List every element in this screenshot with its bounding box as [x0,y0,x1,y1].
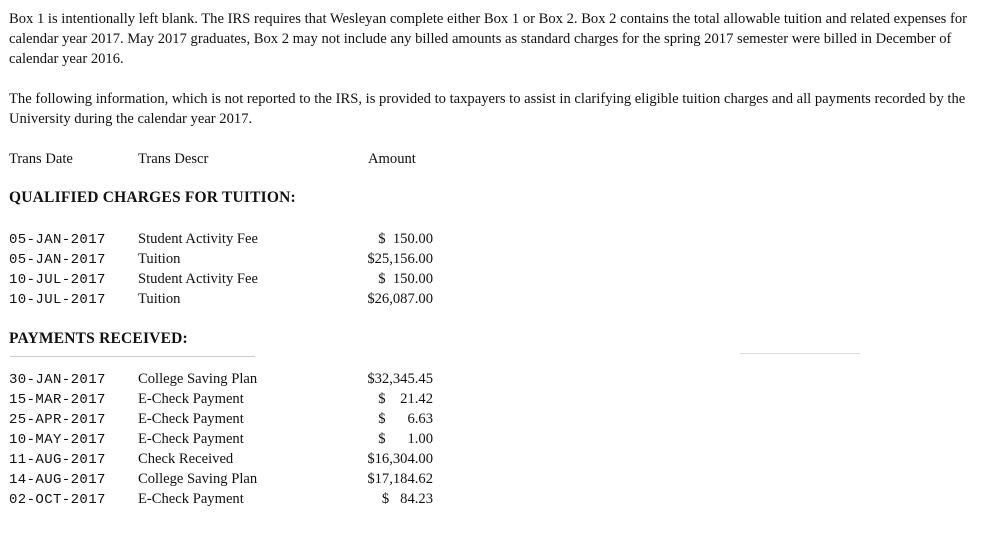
trans-amount: $32,345.45 [367,371,433,387]
trans-amount: $ 6.63 [378,411,433,427]
table-row [0,489,460,509]
trans-descr: E-Check Payment [138,411,244,427]
table-row [0,249,460,269]
trans-descr: Check Received [138,451,234,467]
table-row [0,449,460,469]
intro-paragraph-box-notice: Box 1 is intentionally left blank. The IRS requires that Wesleyan complete either Box 1 or Box 2. Box 2 contains the total allowable tuition and related expenses for calendar year 2017. May 2017 graduates, Box 2 may not include any billed amounts as standard charges for the spring 2017 semester were billed in December of calendar year 2016. [9,11,968,67]
trans-amount: $ 84.23 [381,491,433,507]
trans-descr: Student Activity Fee [138,231,258,247]
trans-amount: $17,184.62 [367,471,433,487]
trans-date: 11-AUG-2017 [9,452,106,468]
trans-amount: $ 150.00 [378,271,433,287]
trans-date: 05-JAN-2017 [9,252,106,268]
scan-artifact [740,353,860,354]
trans-amount: $ 21.42 [378,391,433,407]
table-row [0,469,460,489]
scan-artifact [10,356,255,357]
table-row [0,429,460,449]
table-row [0,229,460,249]
payments-received-title: PAYMENTS RECEIVED: [9,330,188,347]
header-trans-descr: Trans Descr [138,151,209,167]
trans-date: 05-JAN-2017 [9,232,106,248]
trans-date: 02-OCT-2017 [9,492,106,508]
payments-received-list [0,369,460,509]
trans-amount: $ 150.00 [378,231,433,247]
trans-descr: College Saving Plan [138,371,258,387]
table-row [0,409,460,429]
trans-amount: $ 1.00 [378,431,433,447]
qualified-charges-title: QUALIFIED CHARGES FOR TUITION: [9,189,296,206]
header-amount: Amount [368,151,416,167]
trans-descr: Student Activity Fee [138,271,258,287]
table-row [0,369,460,389]
trans-descr: Tuition [138,291,181,307]
trans-descr: Tuition [138,251,181,267]
trans-amount: $16,304.00 [367,451,433,467]
trans-descr: E-Check Payment [138,391,244,407]
qualified-charges-list [0,229,460,309]
trans-amount: $25,156.00 [367,251,433,267]
table-row [0,269,460,289]
trans-date: 10-MAY-2017 [9,432,106,448]
trans-date: 10-JUL-2017 [9,292,106,308]
intro-paragraph-information-notice: The following information, which is not reported to the IRS, is provided to taxpayers to assist in clarifying eligible tuition charges and all payments recorded by the University during the calendar year 2017. [9,91,966,127]
trans-amount: $26,087.00 [367,291,433,307]
trans-date: 14-AUG-2017 [9,472,106,488]
trans-date: 25-APR-2017 [9,412,106,428]
trans-date: 30-JAN-2017 [9,372,106,388]
trans-descr: College Saving Plan [138,471,258,487]
header-trans-date: Trans Date [9,151,73,167]
trans-descr: E-Check Payment [138,431,244,447]
trans-date: 15-MAR-2017 [9,392,106,408]
table-row [0,289,460,309]
trans-date: 10-JUL-2017 [9,272,106,288]
table-row [0,389,460,409]
trans-descr: E-Check Payment [138,491,244,507]
